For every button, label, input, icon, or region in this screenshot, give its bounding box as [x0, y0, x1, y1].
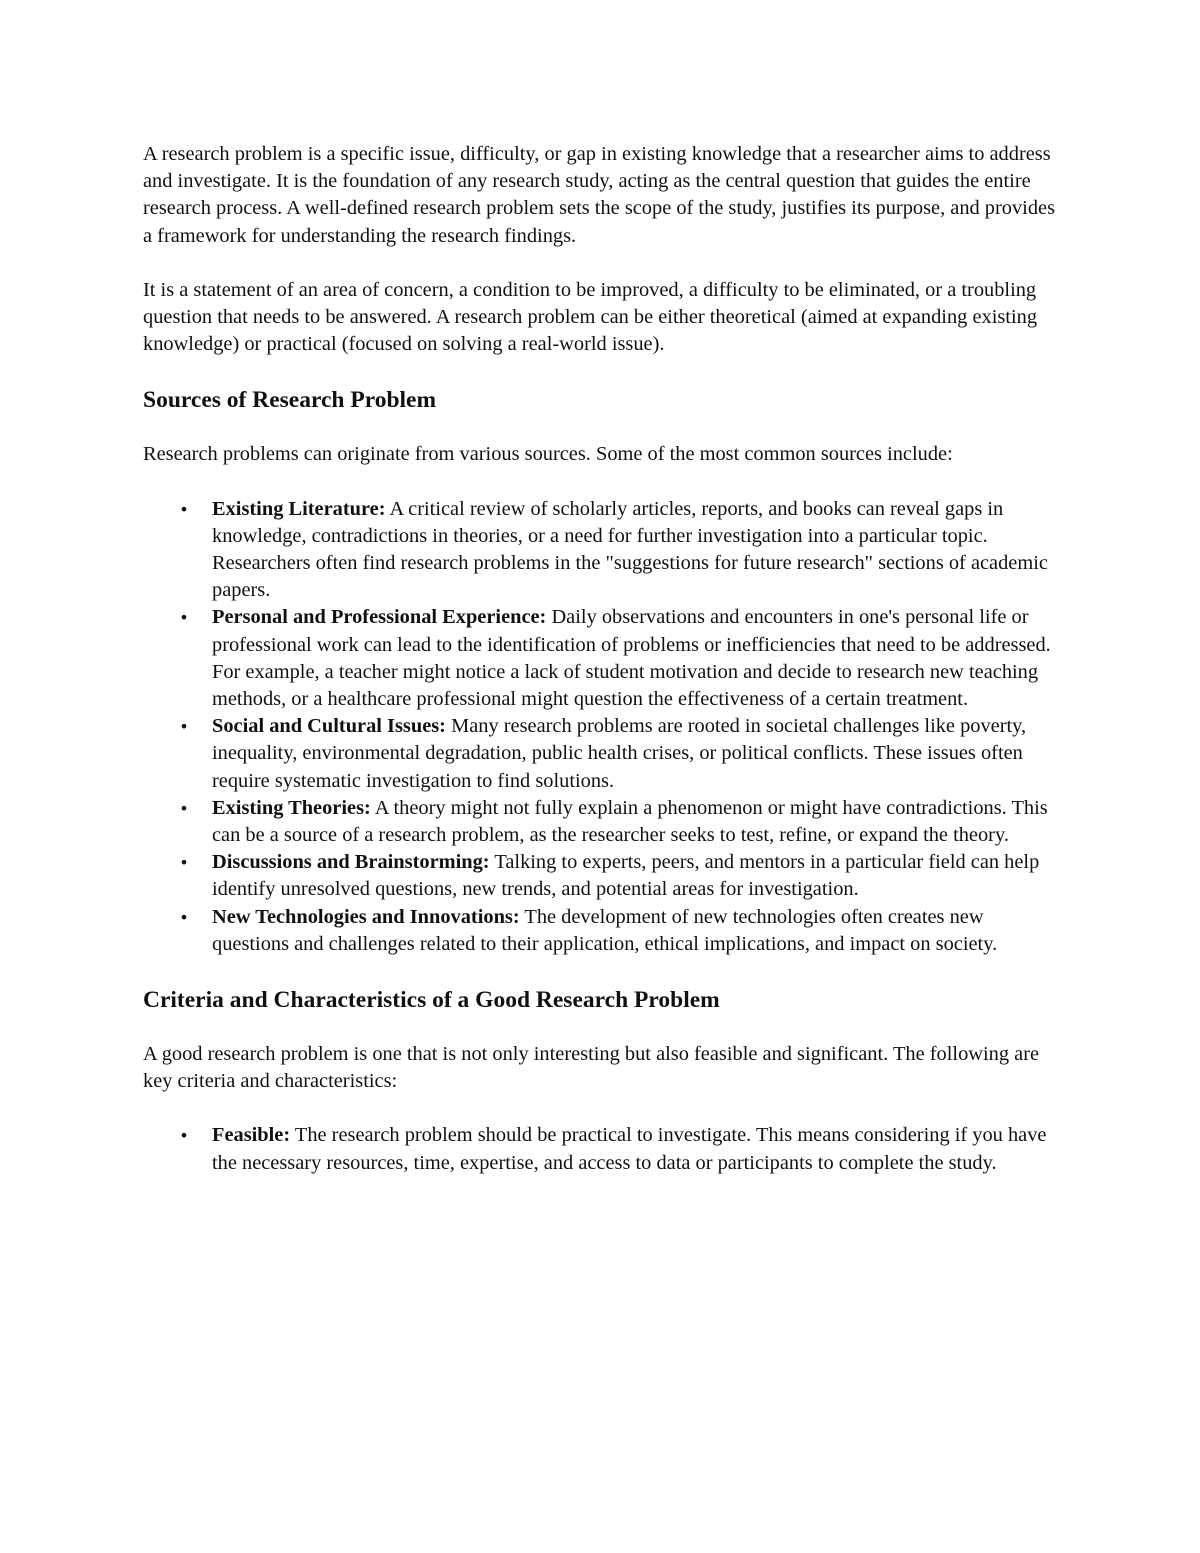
sources-list [143, 496, 1063, 958]
list-item-text: Daily observations and encounters in one's personal life or professional work can lead to the identification of problems or inefficiencies that need to be addressed. For example, a teacher might notice a lack of student motivation and decide to research new teaching methods, or a healthcare professional might question the effectiveness of a certain treatment. [212, 606, 1051, 711]
list-item [179, 795, 1063, 849]
bullet-icon: • [179, 717, 189, 737]
list-item-text: A critical review of scholarly articles, reports, and books can reveal gaps in knowledge, contradictions in theories, or a need for further investigation into a particular topic. Researchers often find research problems in the "suggestions for future research" sections of academic papers. [212, 497, 1048, 602]
bullet-icon: • [179, 608, 189, 628]
list-item-text: Many research problems are rooted in societal challenges like poverty, inequality, environmental degradation, public health crises, or political conflicts. These issues often require systematic investigation to find solutions. [212, 715, 1027, 792]
criteria-intro: A good research problem is one that is not only interesting but also feasible and significant. The following are key criteria and characteristics: [143, 1043, 1040, 1093]
bullet-icon: • [179, 1126, 189, 1146]
list-item [179, 604, 1063, 713]
criteria-list [143, 1122, 1063, 1176]
list-item-term: Personal and Professional Experience: [212, 606, 547, 629]
list-item-term: Feasible: [212, 1124, 291, 1147]
list-item [179, 496, 1063, 605]
list-item [179, 1122, 1063, 1176]
list-item [179, 849, 1063, 903]
bullet-icon: • [179, 907, 189, 927]
list-item [179, 904, 1063, 958]
intro-paragraph-1: A research problem is a specific issue, difficulty, or gap in existing knowledge that a researcher aims to address and investigate. It is the foundation of any research study, acting as the central question that guides the entire research process. A well-defined research problem sets the scope of the study, justifies its purpose, and provides a framework for understanding the research findings. [143, 143, 1056, 247]
intro-paragraph-2: It is a statement of an area of concern, a condition to be improved, a difficulty to be eliminated, or a troubling question that needs to be answered. A research problem can be either theoretical (aimed at expanding existing knowledge) or practical (focused on solving a real-world issue). [143, 278, 1038, 356]
list-item-term: Discussions and Brainstorming: [212, 851, 490, 874]
list-item-text: Talking to experts, peers, and mentors in a particular field can help identify unresolved questions, new trends, and potential areas for investigation. [212, 851, 1040, 901]
list-item-text: A theory might not fully explain a phenomenon or might have contradictions. This can be a source of a research problem, as the researcher seeks to test, refine, or expand the theory. [212, 796, 1048, 847]
list-item-term: Existing Literature: [212, 497, 386, 520]
list-item-term: Existing Theories: [212, 796, 371, 819]
criteria-heading: Criteria and Characteristics of a Good Research Problem [143, 987, 720, 1014]
list-item-term: New Technologies and Innovations: [212, 905, 520, 928]
sources-intro: Research problems can originate from various sources. Some of the most common sources include: [143, 443, 953, 466]
list-item-term: Social and Cultural Issues: [212, 715, 446, 738]
list-item-text: The development of new technologies often creates new questions and challenges related to their application, ethical implications, and impact on society. [212, 905, 998, 955]
bullet-icon: • [179, 853, 189, 873]
document-page [143, 141, 1063, 1204]
list-item [179, 713, 1063, 795]
sources-heading: Sources of Research Problem [143, 387, 437, 414]
bullet-icon: • [179, 798, 189, 818]
list-item-text: The research problem should be practical to investigate. This means considering if you have the necessary resources, time, expertise, and access to data or participants to complete the study. [212, 1124, 1047, 1174]
bullet-icon: • [179, 499, 189, 519]
